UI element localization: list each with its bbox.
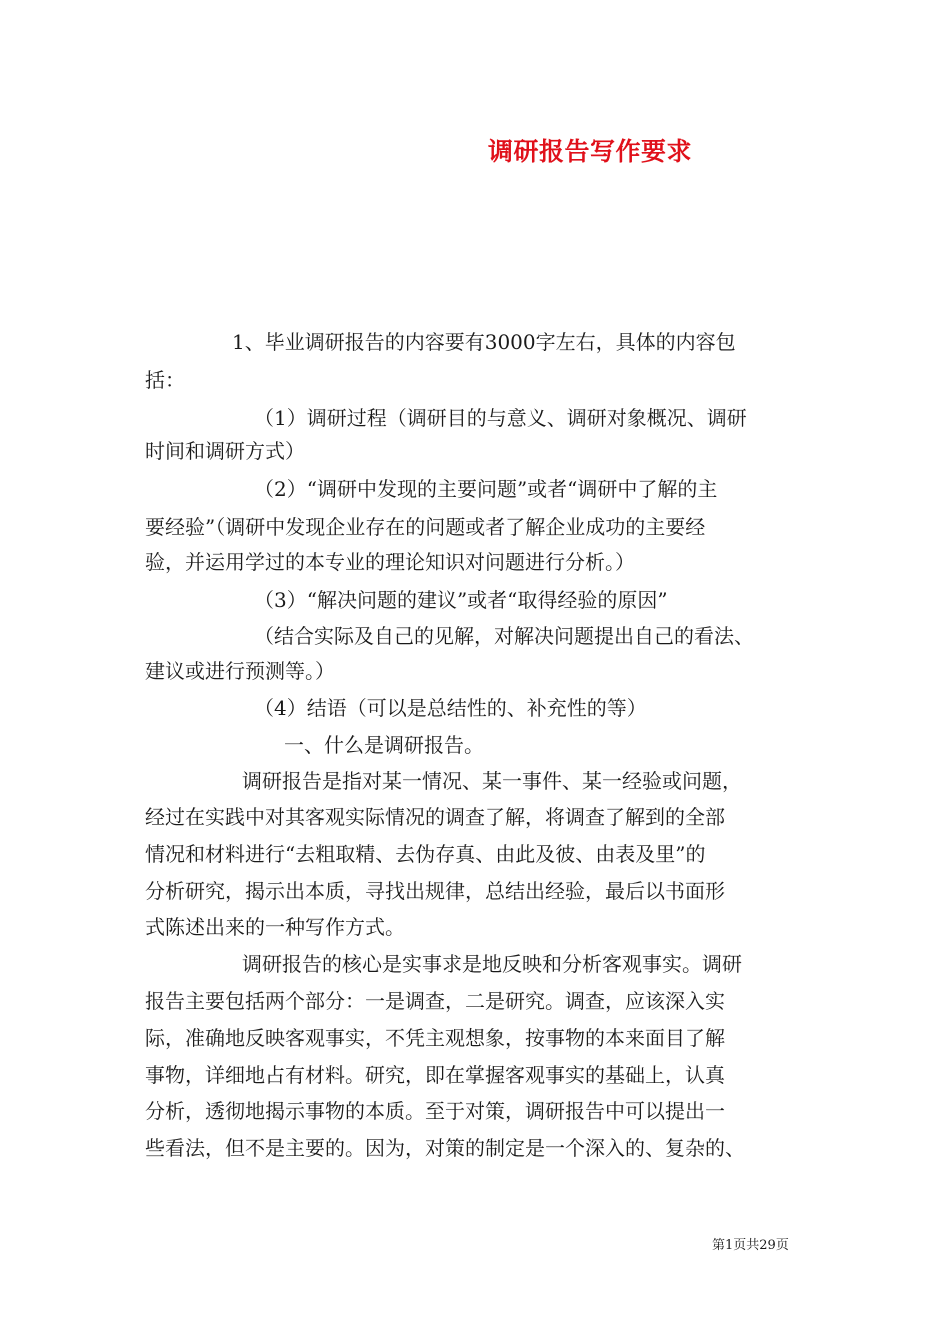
body-line: 事物，详细地占有材料。研究，即在掌握客观事实的基础上，认真 [145, 1063, 725, 1087]
body-line: 时间和调研方式） [145, 439, 305, 463]
body-line: （3）“解决问题的建议”或者“取得经验的原因” [254, 588, 668, 612]
body-line: 际，准确地反映客观事实，不凭主观想象，按事物的本来面目了解 [145, 1026, 725, 1050]
body-line: 1、毕业调研报告的内容要有3000字左右，具体的内容包 [232, 330, 736, 354]
body-line: 调研报告的核心是实事求是地反映和分析客观事实。调研 [242, 952, 742, 976]
body-line: 括： [145, 368, 185, 392]
body-line: 验，并运用学过的本专业的理论知识对问题进行分析。） [145, 550, 635, 574]
body-line: （1）调研过程（调研目的与意义、调研对象概况、调研 [254, 406, 747, 430]
body-line: 报告主要包括两个部分：一是调查，二是研究。调查，应该深入实 [145, 989, 725, 1013]
page-number-footer: 第1页共29页 [712, 1238, 789, 1253]
body-line: （结合实际及自己的见解，对解决问题提出自己的看法、 [254, 624, 754, 648]
body-line: 要经验”（调研中发现企业存在的问题或者了解企业成功的主要经 [145, 515, 706, 539]
document-title: 调研报告写作要求 [488, 137, 693, 166]
body-line: （4）结语（可以是总结性的、补充性的等） [254, 696, 647, 720]
body-line: 调研报告是指对某一情况、某一事件、某一经验或问题， [242, 769, 742, 793]
body-line: 经过在实践中对其客观实际情况的调查了解，将调查了解到的全部 [145, 805, 725, 829]
body-line: （2）“调研中发现的主要问题”或者“调研中了解的主 [254, 477, 718, 501]
body-line: 建议或进行预测等。） [145, 659, 335, 683]
body-line: 情况和材料进行“去粗取精、去伪存真、由此及彼、由表及里”的 [145, 842, 706, 866]
body-line: 些看法，但不是主要的。因为，对策的制定是一个深入的、复杂的、 [145, 1136, 745, 1160]
body-line: 式陈述出来的一种写作方式。 [145, 915, 405, 939]
body-line: 分析研究，揭示出本质，寻找出规律，总结出经验，最后以书面形 [145, 879, 725, 903]
body-line: 分析，透彻地揭示事物的本质。至于对策，调研报告中可以提出一 [145, 1099, 725, 1123]
section-heading: 一、什么是调研报告。 [284, 733, 484, 757]
